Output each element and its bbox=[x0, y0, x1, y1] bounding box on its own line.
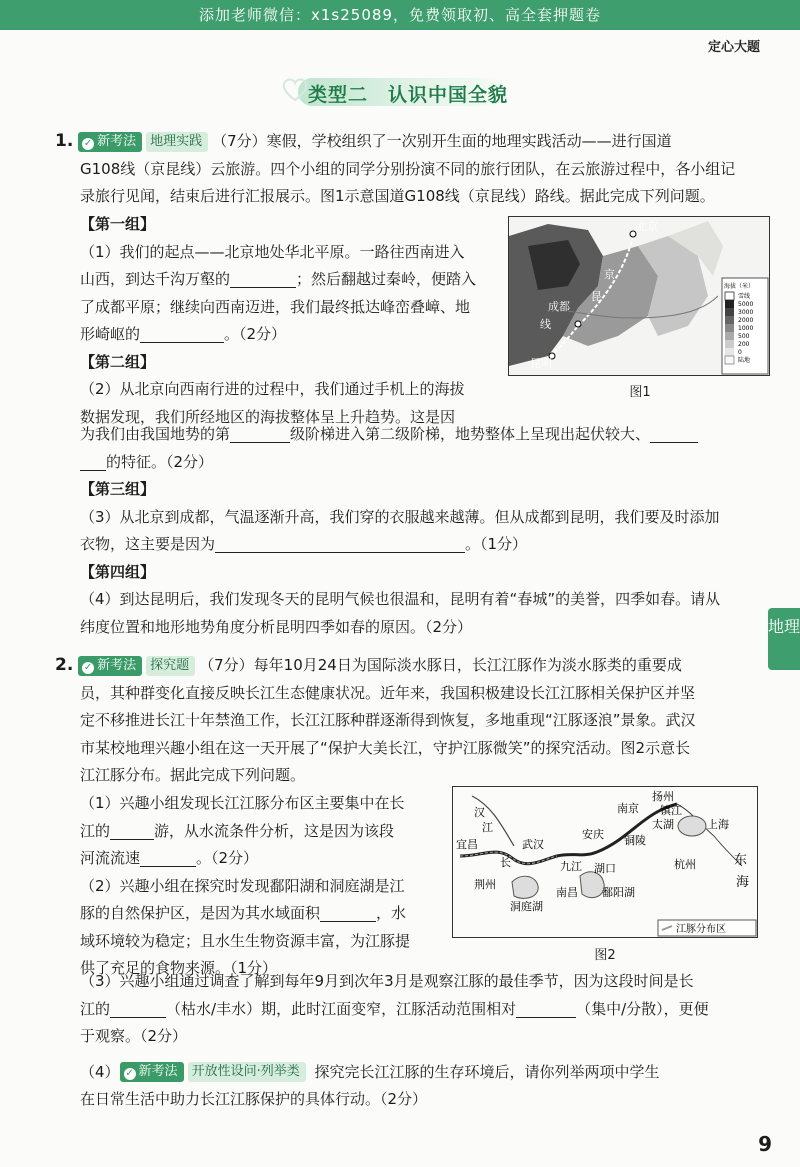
q1-p1-line4 bbox=[80, 321, 510, 349]
q2-tag-type: 探究题 bbox=[146, 656, 195, 676]
q1-blank-5[interactable] bbox=[215, 534, 465, 553]
map2-poyang-lake bbox=[580, 872, 604, 898]
q1-p4-line2: 纬度位置和地形地势角度分析昆明四季如春的原因。（2分） bbox=[80, 617, 473, 636]
q2-intro bbox=[55, 652, 775, 790]
page-header: 定心大题 bbox=[707, 40, 760, 55]
q1-intro-line2: G108线（京昆线）云旅游。四个小组的同学分别扮演不同的旅行团队，在云旅游过程中，各小组记 bbox=[80, 159, 736, 178]
check-icon: ✓ bbox=[125, 1068, 134, 1079]
check-icon: ✓ bbox=[83, 137, 93, 149]
map1-legend-level: 陆地 bbox=[738, 357, 751, 364]
map1-legend-swatch bbox=[725, 316, 734, 324]
map2-hangzhou-label: 杭州 bbox=[674, 858, 696, 871]
q2-p1-text: 游，从水流条件分析，这是因为该段 bbox=[154, 821, 395, 840]
map2-tongling-label: 铜陵 bbox=[624, 834, 646, 847]
map2-legend-label: 江豚分布区 bbox=[676, 924, 726, 935]
map2-wuhan-label: 武汉 bbox=[522, 838, 544, 851]
q2-p3-line3: 于观察。（2分） bbox=[80, 1027, 188, 1045]
q1-p1-text: 。（2分） bbox=[224, 325, 287, 343]
map2-nanchang-label: 南昌 bbox=[556, 886, 578, 899]
q2-p1-text: 江的 bbox=[80, 821, 111, 840]
map2-yichang-label: 宜昌 bbox=[456, 838, 478, 851]
q2-p3-text: （枯水/丰水）期，此时江面变窄，江豚活动范围相对 bbox=[166, 999, 517, 1018]
map2-poyanghu-label: 鄱阳湖 bbox=[602, 886, 635, 899]
q1-intro-line3: 录旅行见闻，结束后进行汇报展示。图1示意国道G108线（京昆线）路线。据此完成下列问题。 bbox=[80, 187, 715, 205]
q2-p1-line3 bbox=[80, 845, 450, 873]
figure1-map bbox=[508, 216, 770, 376]
q2-blank-3[interactable] bbox=[320, 903, 376, 922]
q2-p4-tag-new bbox=[120, 1062, 184, 1082]
q1-p2-text: 的特征。（2分） bbox=[106, 452, 214, 471]
q2-blank-2[interactable] bbox=[140, 848, 196, 867]
map1-legend-level: 2000 bbox=[738, 317, 754, 324]
q2-tag-new bbox=[78, 656, 142, 676]
q1-group4-title: 【第四组】 bbox=[80, 562, 156, 581]
q2-p2-text: 豚的自然保护区，是因为其水域面积 bbox=[80, 904, 321, 922]
map1-legend-swatch bbox=[725, 332, 734, 340]
check-icon: ✓ bbox=[83, 661, 93, 673]
q1-tag-new-label: 新考法 bbox=[97, 133, 137, 149]
q2-intro-line4: 市某校地理兴趣小组在这一天开展了“保护大美长江，守护江豚微笑”的探究活动。图2示意长 bbox=[80, 738, 691, 757]
q2-p4-line1 bbox=[80, 1059, 780, 1087]
map2-shanghai-label: 上海 bbox=[707, 818, 729, 831]
map2-hai-label: 海 bbox=[736, 875, 750, 890]
map1-chengdu-dot bbox=[575, 321, 581, 327]
map1-chengdu-label: 成都 bbox=[548, 300, 570, 313]
map1-legend-level: 雪线 bbox=[738, 293, 751, 300]
q2-p2-line2 bbox=[80, 900, 450, 928]
q2-p4-line2: 在日常生活中助力长江江豚保护的具体行动。（2分） bbox=[80, 1090, 428, 1108]
q1-tag-type: 地理实践 bbox=[146, 132, 208, 152]
map1-legend bbox=[722, 278, 768, 374]
q1-group1-title: 【第一组】 bbox=[80, 215, 156, 233]
figure1-caption: 图1 bbox=[629, 385, 651, 400]
map1-legend-swatch bbox=[725, 348, 734, 356]
q1-group3-title: 【第三组】 bbox=[80, 480, 156, 498]
map2-taihu-lake bbox=[678, 816, 706, 836]
map2-legend bbox=[658, 920, 756, 936]
map2-jiang-label: 江 bbox=[482, 821, 493, 834]
map1-legend-swatch bbox=[725, 340, 734, 348]
q1-p1-text: ；然后翻越过秦岭，便踏入 bbox=[296, 270, 477, 288]
map2-jiujiang-label: 九江 bbox=[560, 860, 582, 873]
q2-intro-line1: （7分）每年10月24日为国际淡水豚日，长江江豚作为淡水豚类的重要成 bbox=[199, 656, 682, 674]
q2-p4-tag-type: 开放性设问·列举类 bbox=[188, 1062, 306, 1082]
q1-p3-line2 bbox=[80, 531, 780, 559]
q1-p2-text: 级阶梯进入第二级阶梯，地势整体上呈现出起伏较大、 bbox=[290, 425, 651, 443]
q1-p1-line2 bbox=[80, 266, 510, 294]
q2-intro-line3: 定不移推进长江十年禁渔工作，长江江豚种群逐渐得到恢复，多地重现“江豚逐浪”景象。武汉 bbox=[80, 711, 696, 729]
heart-icon bbox=[280, 74, 310, 104]
map1-route-label-3: 线 bbox=[540, 318, 551, 331]
q2-intro-line2: 员，其种群变化直接反映长江生态健康状况。近年来，我国积极建设长江江豚相关保护区并坚 bbox=[80, 683, 696, 702]
map1-legend-swatch bbox=[725, 308, 734, 316]
q2-p1-line1: （1）兴趣小组发现长江江豚分布区主要集中在长 bbox=[80, 794, 405, 812]
q1-group2-cont bbox=[80, 421, 780, 641]
q1-group2-title: 【第二组】 bbox=[80, 352, 156, 371]
q1-blank-2[interactable] bbox=[140, 324, 224, 343]
q2-blank-1[interactable] bbox=[110, 821, 154, 840]
q1-blank-3[interactable] bbox=[230, 424, 290, 443]
map2-yangzhou-label: 扬州 bbox=[652, 790, 674, 803]
map2-dongtinghu-label: 洞庭湖 bbox=[510, 900, 543, 913]
map2-taihu-label: 太湖 bbox=[652, 818, 674, 831]
map1-legend-title: 海拔（米） bbox=[724, 283, 755, 290]
q1-p4-line1: （4）到达昆明后，我们发现冬天的昆明气候也很温和，昆明有着“春城”的美誉，四季如春。请从 bbox=[80, 590, 721, 608]
q1-p3-line1: （3）从北京到成都，气温逐渐升高，我们穿的衣服越来越薄。但从成都到昆明，我们要及时添加 bbox=[80, 507, 720, 526]
map1-legend-swatch bbox=[725, 324, 734, 332]
map2-hukou-label: 湖口 bbox=[594, 862, 616, 875]
figure2-caption: 图2 bbox=[594, 948, 616, 963]
q1-p2-line2: 数据发现，我们所经地区的海拔整体呈上升趋势。这是因 bbox=[80, 407, 456, 426]
q2-part34 bbox=[80, 968, 780, 1114]
subject-side-tab: 地理 bbox=[768, 608, 800, 670]
q2-p1-line2 bbox=[80, 818, 450, 846]
q2-p1-text: 。（2分） bbox=[196, 849, 259, 867]
q1-number: 1. bbox=[55, 131, 74, 151]
map2-dongting-lake bbox=[512, 876, 538, 898]
q2-blank-4[interactable] bbox=[110, 999, 166, 1018]
q2-p3-text: （集中/分散），更便 bbox=[576, 999, 709, 1018]
map1-legend-swatch bbox=[725, 356, 734, 364]
q2-p2-line3: 域环境较为稳定；且水生生物资源丰富，为江豚提 bbox=[80, 931, 411, 950]
map1-legend-level: 500 bbox=[738, 333, 750, 340]
q1-p2-line4 bbox=[80, 449, 780, 477]
section-title-text: 类型二 认识中国全貌 bbox=[308, 84, 509, 106]
page-number: 9 bbox=[758, 1132, 772, 1156]
map2-changjiang-label: 长 bbox=[500, 856, 511, 869]
q1-blank-4b[interactable] bbox=[80, 452, 106, 471]
map1-legend-level: 5000 bbox=[738, 301, 754, 308]
q1-group1 bbox=[80, 211, 510, 431]
q2-p2-text: ，水 bbox=[376, 904, 407, 922]
q2-p3-text: 江的 bbox=[80, 999, 111, 1018]
map1-beijing-label: 北京 bbox=[636, 220, 658, 233]
q2-p1-text: 河流流速 bbox=[80, 849, 141, 867]
q1-p1-line3: 了成都平原；继续向西南迈进，我们最终抵达峰峦叠嶂、地 bbox=[80, 297, 471, 316]
q2-p4-text: 探究完长江江豚的生存环境后，请你列举两项中学生 bbox=[314, 1062, 660, 1081]
map1-legend-level: 3000 bbox=[738, 309, 754, 316]
q2-p4-tag-new-label: 新考法 bbox=[138, 1064, 178, 1079]
q1-p3-text: 衣物，这主要是因为 bbox=[80, 535, 216, 553]
map1-kunming-label: 昆明 bbox=[530, 357, 552, 370]
map1-legend-level: 0 bbox=[738, 349, 742, 356]
q1-p3-text: 。（1分） bbox=[465, 535, 528, 553]
map1-route-label-1: 京 bbox=[604, 268, 615, 281]
q1-p2-text: 为我们由我国地势的第 bbox=[80, 425, 231, 443]
map2-jingzhou-label: 荆州 bbox=[474, 878, 496, 891]
map1-legend-swatch bbox=[725, 292, 734, 300]
q1-blank-1[interactable] bbox=[230, 269, 296, 288]
q1-intro bbox=[55, 128, 775, 211]
map1-legend-swatch bbox=[725, 300, 734, 308]
q2-intro-line5: 江江豚分布。据此完成下列问题。 bbox=[80, 766, 306, 784]
q1-tag-new bbox=[78, 132, 142, 152]
section-title bbox=[280, 74, 520, 108]
q1-p1-line1: （1）我们的起点——北京地处华北平原。一路往西南进入 bbox=[80, 242, 465, 261]
q1-intro-line1: （7分）寒假，学校组织了一次别开生面的地理实践活动——进行国道 bbox=[212, 132, 672, 150]
map1-route-label-2: 昆 bbox=[591, 290, 602, 303]
map2-dong-label: 东 bbox=[734, 853, 748, 868]
map1-legend-level: 1000 bbox=[738, 325, 754, 332]
q1-p1-text: 山西，到达千沟万壑的 bbox=[80, 270, 231, 288]
map1-legend-level: 200 bbox=[738, 341, 750, 348]
q1-p2-line3 bbox=[80, 421, 780, 449]
q2-p3-line1: （3）兴趣小组通过调查了解到每年9月到次年3月是观察江豚的最佳季节，因为这段时间是长 bbox=[80, 972, 694, 990]
q2-part12 bbox=[80, 790, 450, 983]
q2-number: 2. bbox=[55, 655, 74, 675]
q1-p1-text: 形崎岖的 bbox=[80, 325, 141, 343]
map2-han-label: 汉 bbox=[474, 806, 485, 819]
q2-p3-line2 bbox=[80, 996, 780, 1024]
figure2-map bbox=[452, 786, 758, 938]
q2-blank-5[interactable] bbox=[516, 999, 576, 1018]
q2-p2-line4: 供了充足的食物来源。（1分） bbox=[80, 959, 278, 977]
q2-p4-prefix: （4） bbox=[80, 1062, 120, 1081]
map2-anqing-label: 安庆 bbox=[582, 828, 604, 841]
q1-blank-4[interactable] bbox=[650, 424, 698, 443]
q1-p2-line1: （2）从北京向西南行进的过程中，我们通过手机上的海拔 bbox=[80, 380, 465, 398]
promo-banner: 添加老师微信：x1s25089，免费领取初、高全套押题卷 bbox=[0, 0, 800, 30]
q2-p2-line1: （2）兴趣小组在探究时发现鄱阳湖和洞庭湖是江 bbox=[80, 876, 405, 895]
q2-tag-new-label: 新考法 bbox=[97, 657, 137, 673]
map2-zhenjiang-label: 镇江 bbox=[660, 804, 682, 817]
map2-nanjing-label: 南京 bbox=[617, 802, 639, 815]
